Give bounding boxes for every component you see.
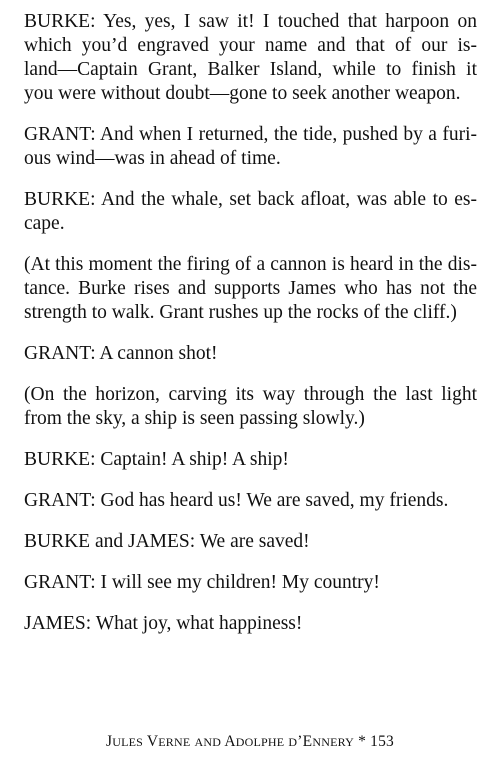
- text-line: ous wind—was in ahead of time.: [24, 148, 281, 169]
- footer-separator: *: [358, 733, 367, 750]
- page-number: 153: [370, 733, 394, 750]
- dialogue-paragraph: [24, 10, 477, 106]
- running-head-word: AND: [194, 735, 222, 749]
- stage-direction: [24, 383, 477, 431]
- dialogue-paragraph: [24, 123, 477, 171]
- stage-direction: [24, 253, 477, 325]
- page-body: [24, 10, 477, 653]
- text-line: GRANT: And when I returned, the tide, pushed by a furi-: [24, 124, 477, 145]
- running-head-word: D’ENNERY: [288, 733, 355, 750]
- text-line: GRANT: I will see my children! My country!: [24, 572, 380, 593]
- text-line: GRANT: A cannon shot!: [24, 343, 218, 364]
- dialogue-paragraph: [24, 489, 477, 513]
- text-line: you were without doubt—gone to seek another weapon.: [24, 83, 461, 104]
- text-line: BURKE: Captain! A ship! A ship!: [24, 449, 289, 470]
- text-line: cape.: [24, 213, 65, 234]
- text-line: (On the horizon, carving its way through the last light: [24, 384, 477, 405]
- text-line: from the sky, a ship is seen passing slowly.): [24, 408, 365, 429]
- text-line: which you’d engraved your name and that of our is-: [24, 35, 477, 56]
- text-line: strength to walk. Grant rushes up the rocks of the cliff.): [24, 302, 457, 323]
- dialogue-paragraph: [24, 530, 477, 554]
- dialogue-paragraph: [24, 612, 477, 636]
- running-head: [106, 733, 358, 750]
- dialogue-paragraph: [24, 571, 477, 595]
- text-line: BURKE: Yes, yes, I saw it! I touched that harpoon on: [24, 11, 477, 32]
- running-head-word: JULES: [106, 733, 144, 750]
- text-line: BURKE: And the whale, set back afloat, was able to es-: [24, 189, 477, 210]
- text-line: (At this moment the firing of a cannon is heard in the dis-: [24, 254, 477, 275]
- text-line: JAMES: What joy, what happiness!: [24, 613, 303, 634]
- dialogue-paragraph: [24, 188, 477, 236]
- dialogue-paragraph: [24, 448, 477, 472]
- dialogue-paragraph: [24, 342, 477, 366]
- running-head-word: ADOLPHE: [224, 733, 285, 750]
- running-head-word: VERNE: [146, 733, 191, 750]
- text-line: land—Captain Grant, Balker Island, while to finish it: [24, 59, 477, 80]
- page-footer: [0, 733, 500, 751]
- text-line: GRANT: God has heard us! We are saved, my friends.: [24, 490, 449, 511]
- text-line: tance. Burke rises and supports James who has not the: [24, 278, 477, 299]
- text-line: BURKE and JAMES: We are saved!: [24, 531, 310, 552]
